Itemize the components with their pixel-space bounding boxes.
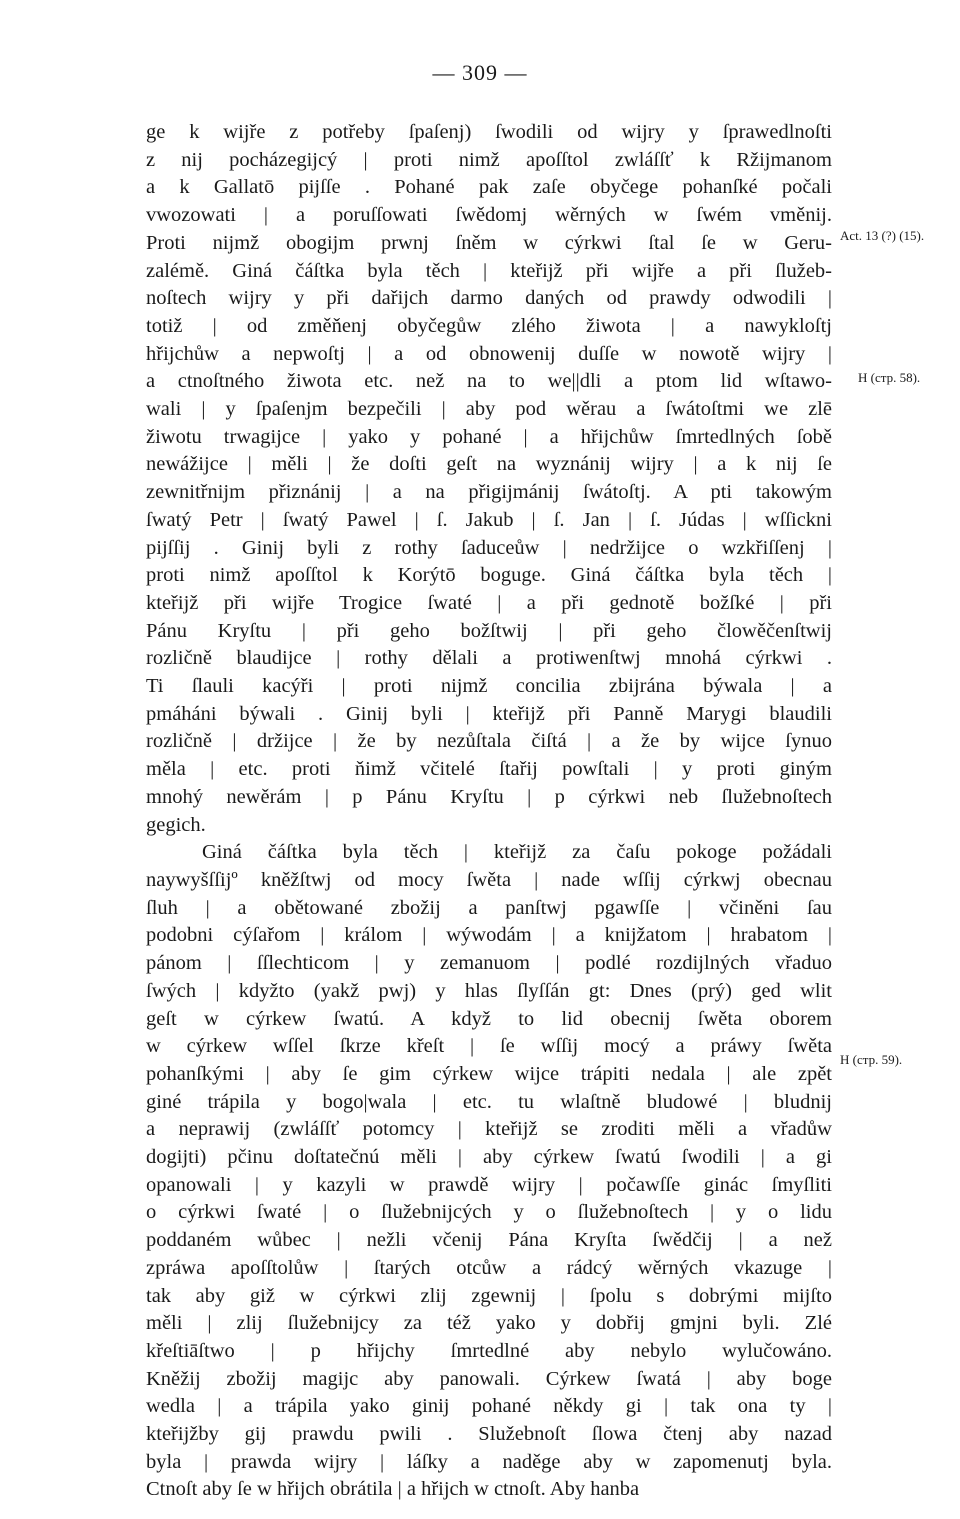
text-line: Pánu Kryſtu | při geho božſtwij | při geho člowěčenſtwij (146, 619, 832, 642)
text-line: pijſſij . Ginij byli z rothy ſaduceůw | nedržijce o wzkřiſſenj | (146, 536, 832, 559)
margin-note-h-59: H (стр. 59). (840, 1052, 903, 1067)
text-line: rozličně | držijce | že by nezůſtala čiſtá | a že by wijce ſynuo (146, 730, 832, 753)
text-line: totiž | od změňenj obyčegůw zlého žiwota | a nawykloſtj (146, 314, 832, 337)
text-line: Kněžij zbožij magijc aby panowali. Cýrkew ſwatá | aby boge (146, 1367, 832, 1390)
text-line: a ctnoſtného žiwota etc. než na to we||dli a ptom lid wſtawo- (146, 370, 832, 393)
text-line: w cýrkew wſſel ſkrze křeſt | ſe wſſij mocý a práwy ſwěta (146, 1035, 832, 1058)
text-line: dogijti) pčinu doſtatečnú měli | aby cýrkew ſwatú ſwodili | a gi (146, 1146, 832, 1169)
text-line: zpráwa apoſſtolůw | ſtarých otcůw a rádcý wěrných vkazuge | (146, 1256, 832, 1279)
text-line: Giná čáſtka byla těch | kteřijž za čaſu pokoge požádali (202, 841, 832, 864)
text-line: ſwatý Petr | ſwatý Pawel | ſ. Jakub | ſ. Jan | ſ. Júdas | wſſickni (146, 508, 832, 531)
text-line: o cýrkwi ſwaté | o ſlužebnijcých y o ſlužebnoſtech | y o lidu (146, 1201, 832, 1224)
text-line: měli | zlij ſlužebnijcy za též yako y dobřij gmjni byli. Zlé (146, 1312, 832, 1335)
text-line: měla | etc. proti ňimž včitelé ſtařij powſtali | y proti giným (146, 758, 832, 781)
page-number: — 309 — (432, 60, 528, 85)
text-line: ſwých | kdyžto (yakž pwj) y hlas ſlyſſán gt: Dnes (prý) ged wlit (146, 979, 832, 1002)
text-line: giné trápila y bogo|wala | etc. tu wlaſtně bludowé | bludnij (146, 1090, 832, 1113)
text-line: a neprawij (zwláſſť potomcy | kteřijž se zroditi měli a vřadůw (146, 1118, 832, 1141)
text-line: pmáháni býwali . Ginij byli | kteřijž při Panně Marygi blaudili (146, 702, 832, 725)
text-line: gegich. (146, 813, 206, 836)
text-line: Ctnoſt aby ſe w hřijch obrátila | a hřijch w ctnoſt. Aby hanba (146, 1478, 640, 1501)
text-line: pánom | ſſlechticom | y zemanuom | podlé rozdijlných vřaduo (146, 952, 832, 975)
text-line: byla | prawda wijry | láſky a naděge aby w zapomenutj byla. (146, 1450, 832, 1473)
text-line: wali | y ſpaſenjm bezpečili | aby pod wěrau a ſwátoſtmi we zlē (146, 398, 832, 421)
text-line: žiwotu trwagijce | yako y pohané | a hřijchůw ſmrtedlných ſobě (146, 425, 832, 448)
text-line: wedla | a trápila yako ginij pohané někdy gi | tak ona ty | (146, 1395, 832, 1418)
text-line: vwozowati | a poruſſowati ſwědomj wěrných w ſwém vměnij. (146, 204, 832, 227)
text-line: newážijce | měli | že doſti geſt na wyznánij wijry | a k nij ſe (146, 453, 832, 476)
text-line: zewnitřnijm přiznánij | a na přigijmánij ſwátoſtj. A pti takowým (146, 481, 832, 504)
text-line: ſluh | a obětowané zbožij a panſtwj pgawſſe | včiněni ſau (146, 896, 832, 919)
text-line: tak aby giž w cýrkwi zlij zgewnij | ſpolu s dobrými mijſto (146, 1284, 832, 1307)
text-line: opanowali | y kazyli w prawdě wijry | počawſſe ginác ſmyſliti (146, 1173, 832, 1196)
text-line: kteřijžby gij prawdu pwili . Služebnoſt ſlowa čtenj aby nazad (146, 1423, 832, 1446)
text-line: mnohý newěrám | p Pánu Kryſtu | p cýrkwi neb ſlužebnoſtech (146, 785, 832, 808)
text-line: kteřijž při wijře Trogice ſwaté | a při gednotě božſké | při (146, 591, 832, 614)
text-line: rozličně blaudijce | rothy dělali a protiwenſtwj mnohá cýrkwi . (146, 647, 832, 670)
text-line: ge k wijře z potřeby ſpaſenj) ſwodili od wijry y ſprawedlnoſti (146, 121, 832, 143)
text-line: hřijchůw a nepwoſtj | a od obnowenij duſſe w nowotě wijry | (146, 342, 832, 365)
text-line: geſt w cýrkew ſwatú. A když to lid obecnij ſwěta oborem (146, 1007, 832, 1030)
text-line: noſtech wijry y při dařijch darmo daných od prawdy odwodili | (146, 287, 832, 310)
text-line: naywyšſſijº kněžſtwj od mocy ſwěta | nade wſſij cýrkwj obecnau (146, 868, 832, 891)
text-line: a k Gallatō pijſſe . Pohané pak zaſe obyčege pohanſké počali (146, 176, 832, 199)
text-line: zalémě. Giná čáſtka byla těch | kteřijž při wijře a při ſlužeb- (146, 259, 832, 282)
text-line: pohanſkými | aby ſe gim cýrkew wijce trápiti nedala | ale zpět (146, 1062, 832, 1085)
text-line: Ti ſlauli kacýři | proti nijmž concilia zbijrána býwala | a (146, 675, 832, 698)
text-line: poddaném wůbec | nežli včenij Pána Kryſta ſwědčij | a než (146, 1229, 832, 1252)
text-line: Proti nijmž obogijm prwnj ſněm w cýrkwi ſtal ſe w Geru- (146, 231, 832, 254)
body-text (146, 119, 832, 1504)
text-line: proti nimž apoſſtol k Korýtō boguge. Giná čáſtka byla těch | (146, 564, 832, 587)
margin-note-act: Act. 13 (?) (15). (840, 228, 925, 243)
text-line: podobni cýſařom | králom | wýwodám | a knijžatom | hrabatom | (146, 924, 832, 947)
text-line: z nij pocházegijcý | proti nimž apoſſtol zwláſſť k Ržijmanom (146, 148, 832, 171)
text-line: křeſtiāſtwo | p hřijchy ſmrtedlné aby nebylo wylučowáno. (146, 1339, 832, 1362)
margin-note-h-58: H (стр. 58). (858, 370, 921, 385)
